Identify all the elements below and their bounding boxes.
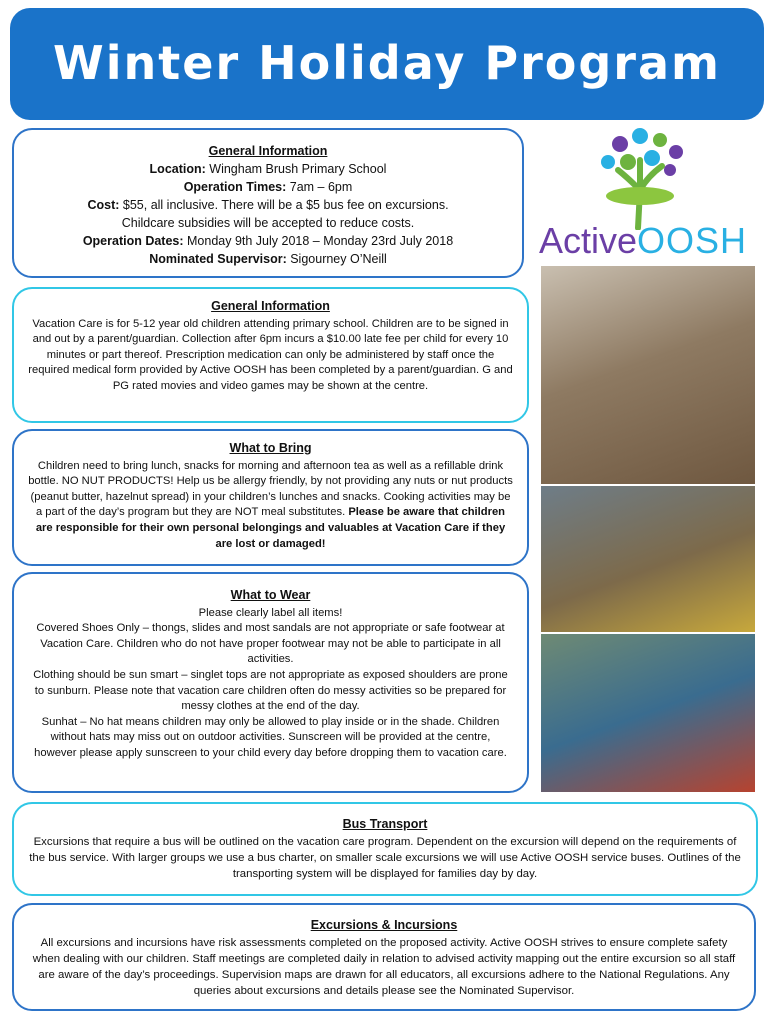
subsidies-text: Childcare subsidies will be accepted to reduce costs. — [121, 216, 415, 230]
section-body: All excursions and incursions have risk assessments completed on the proposed activity. Active OOSH strives to ensure complete safety when dealing with our children. Staff meetings are completed daily in relation to advised activity mapping out the entire excursion so all staff are aware of the day’s proceedings. Supervision maps are drawn for all educators, all excursions adhere to the National Regulations. Any queries about excursions and details please see the Nominated Supervisor. — [32, 937, 736, 997]
general-information-2-box — [12, 287, 529, 423]
warning-text: Please be aware that children are responsible for their own personal belongings and valuables at Vacation Care if they are lost or damaged! — [35, 506, 506, 550]
photo-group-activity — [541, 634, 755, 792]
section-heading: Excursions & Incursions — [310, 918, 458, 932]
section-body: Excursions that require a bus will be outlined on the vacation care program. Dependent on the excursion will depend on the requirements of the bus service. With larger groups we use a bus charter, on smaller scale excursions we will use Active OOSH service buses. Outlines of the transporting system will be displayed for families day by day. — [29, 836, 741, 880]
general-information-box: General Information Location: Wingham Brush Primary School Operation Times: 7am – 6pm Cost: $55, all inclusive. There will be a $5 bus fee on excursions. Childcare subsidies will be accepted to reduce costs. Operation Dates: Monday 9th July 2018 – Monday 23rd July 2018 Nominated Supervisor: Sigourney O’Neill — [12, 128, 524, 278]
active-oosh-logo — [528, 120, 758, 270]
section-body: Vacation Care is for 5-12 year old children attending primary school. Children are to be signed in and out by a parent/guardian. Collection after 6pm incurs a $10.00 late fee per child for every 10 minutes or part thereof. Prescription medication can only be administered by staff once the required medical form provided by Active OOSH has been completed by a parent/guardian. G and PG rated movies and video games may be shown at the centre. — [28, 317, 513, 392]
section-heading: Bus Transport — [342, 817, 428, 831]
supervisor-value: Sigourney O’Neill — [290, 252, 387, 266]
section-heading: General Information — [211, 299, 330, 313]
title-banner — [10, 8, 764, 120]
section-heading: What to Bring — [229, 441, 312, 455]
wear-line: Clothing should be sun smart – singlet tops are not appropriate as exposed shoulders are prone to sunburn. Please note that vacation care children often do messy activities so be prepared for messy clothes at the end of the day. — [33, 668, 508, 713]
section-body: Children need to bring lunch, snacks for morning and afternoon tea as well as a refillable drink bottle. NO NUT PRODUCTS! Help us be allergy friendly, by not providing any nuts or nut products (peanut butter, hazelnut spread) in your children’s lunches and snacks. Cooking activities may be a part of the day’s program but they are NOT meal substitutes. — [28, 459, 513, 519]
excursions-box — [12, 903, 756, 1011]
tree-icon — [528, 120, 758, 230]
location-value: Wingham Brush Primary School — [209, 162, 387, 176]
wear-line: Please clearly label all items! — [198, 606, 343, 619]
dates-value: Monday 9th July 2018 – Monday 23rd July 2018 — [187, 234, 454, 248]
logo-wordmark: ActiveOOSH — [538, 220, 748, 261]
bus-transport-box — [12, 802, 758, 896]
page-title: Winter Holiday Program — [53, 36, 721, 90]
wear-line: Covered Shoes Only – thongs, slides and most sandals are not appropriate or safe footwear at Vacation Care. Children who do not have proper footwear may not be able to participate in all activities. — [36, 622, 505, 666]
photo-children-board-game — [541, 266, 755, 484]
what-to-bring-box — [12, 429, 529, 566]
wear-line: Sunhat – No hat means children may only be allowed to play inside or in the shade. Children without hats may miss out on outdoor activities. Sunscreen will be provided at the centre, however please apply sunscreen to your child every day before dropping them to vacation care. — [34, 715, 507, 759]
what-to-wear-box — [12, 572, 529, 793]
cost-value: $55, all inclusive. There will be a $5 bus fee on excursions. — [122, 198, 449, 212]
times-value: 7am – 6pm — [289, 180, 353, 194]
photo-child-playing — [541, 486, 755, 632]
section-heading: General Information — [208, 144, 328, 158]
section-heading: What to Wear — [230, 588, 311, 602]
